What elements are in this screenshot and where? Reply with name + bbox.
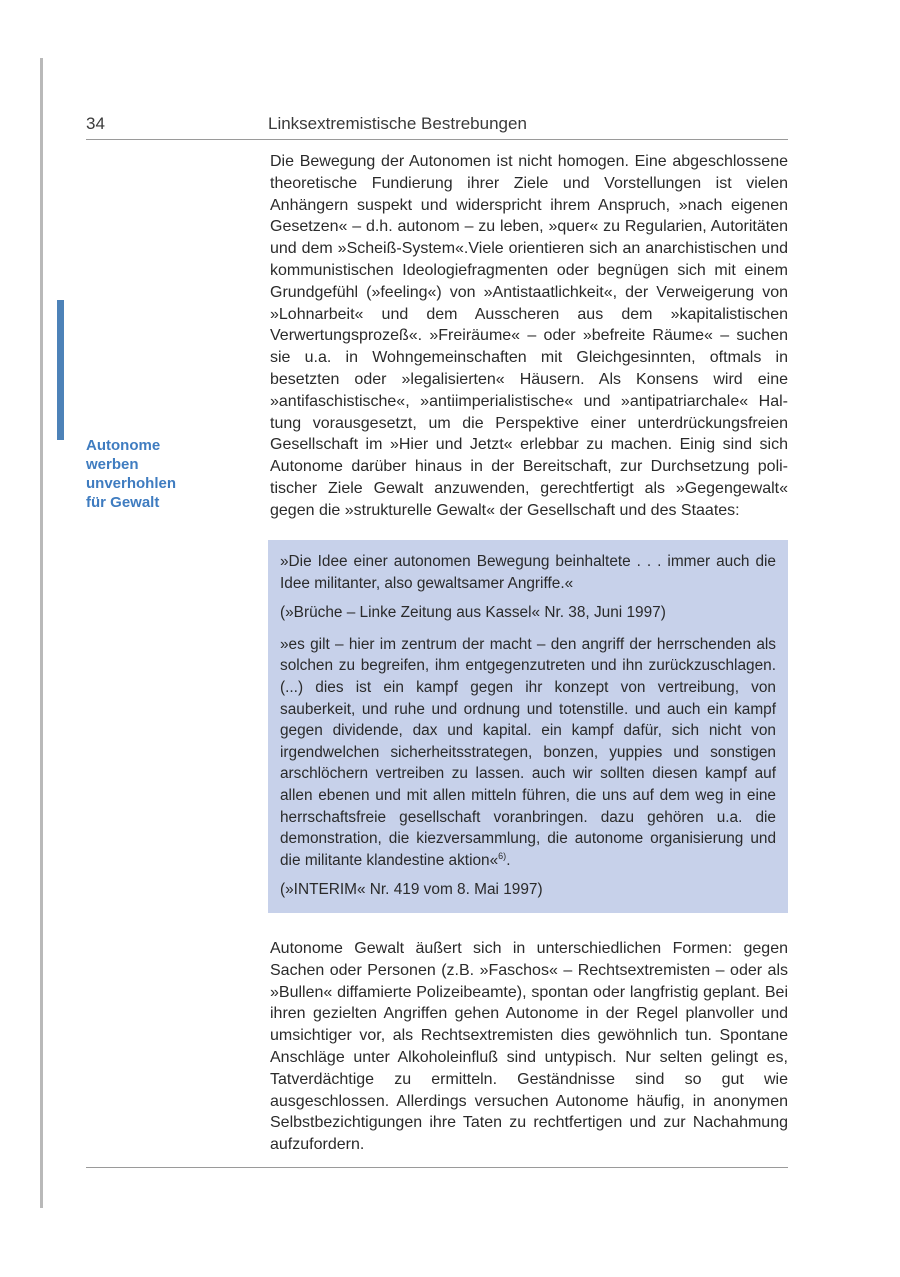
margin-note-line: für Gewalt	[86, 494, 160, 511]
body-paragraph-1: Die Bewegung der Autonomen ist nicht homogen. Eine abgeschlossene theoretische Fundierung ihrer Ziele und Vorstellungen ist vielen Anhängern suspekt und widerspricht ihrem Anspruch, »nach eigenen Gesetzen« – d.h. autonom – zu leben, »quer« zu Regularien, Autoritäten und dem »Scheiß-System«.Viele orientieren sich an anarchistischen und kommunistischen Ideologiefragmenten oder begnügen sich mit einem Grundgefühl (»feeling«) von »Antistaatlichkeit«, der Verweigerung von »Lohnarbeit« und dem Ausscheren aus dem »kapitalistischen Verwertungsprozeß«. »Freiräume« – oder »befreite Räume« – suchen sie u.a. in Wohngemeinschaften mit Gleichgesinnten, oftmals in besetzten oder »legalisierten« Häusern. Als Konsens wird eine »antifaschistische«, »antiimperialistische« und »antipatriarchale« Haltung vorausgesetzt, um die Perspektive einer unterdrückungsfreien Gesellschaft im »Hier und Jetzt« erlebbar zu machen. Einig sind sich Autonome darüber hinaus in der Bereitschaft, zur Durchsetzung politischer Ziele Gewalt anzuwenden, gerechtfertigt als »Gegengewalt« gegen die »strukturelle Gewalt« der Gesellschaft und des Staates:	[270, 153, 788, 519]
footnote-reference: 6)	[498, 850, 507, 861]
quote-2	[280, 634, 776, 872]
margin-note-line: Autonome	[86, 437, 161, 454]
running-title: Linksextremistische Bestrebungen	[268, 114, 527, 133]
page-number: 34	[86, 114, 105, 133]
quote-2-source: (»INTERIM« Nr. 419 vom 8. Mai 1997)	[280, 881, 543, 899]
quote-2-end: .	[506, 851, 511, 869]
quote-box	[268, 540, 788, 913]
margin-note	[86, 436, 236, 512]
margin-note-line: unverhohlen	[86, 475, 177, 492]
quote-1-source: (»Brüche – Linke Zeitung aus Kassel« Nr. 38, Juni 1997)	[280, 604, 666, 622]
footer-divider	[86, 1167, 788, 1168]
quote-1: »Die Idee einer autonomen Bewegung beinhaltete . . . immer auch die Idee militanter, also gewaltsamer Angriffe.«	[280, 553, 776, 592]
margin-note-line: werben	[86, 456, 139, 473]
quote-2-text: »es gilt – hier im zentrum der macht – den angriff der herrschenden als solchen zu begreifen, ihm entgegenzutreten und ihn zurückzuschlagen. (...) dies ist ein kampf gegen ihr konzept von vertreibung, von sauberkeit, und ruhe und ordnung und totenstille. und auch ein kampf gegen dividende, dax und kapital. ein kampf dafür, sich nicht von irgendwelchen sicherheitsstrategen, bonzen, yuppies und sonstigen arschlöchern vertreiben zu lassen. auch wir sollten diesen kampf auf allen ebenen und mit allen mitteln führen, die uns auf dem weg in eine herrschaftsfreie gesellschaft voranbringen. dazu gehören u.a. die demonstration, die kiezversammlung, die autonome organisierung und die militante klandestine aktion«	[280, 635, 776, 869]
body-paragraph-2: Autonome Gewalt äußert sich in unterschiedlichen Formen: gegen Sachen oder Personen (z.B. »Faschos« – Rechtsextremisten – oder als »Bullen« diffamierte Polizeibeamte), spontan oder langfristig geplant. Bei ihren gezielten Angriffen gehen Autonome in der Regel planvoller und umsichtiger vor, als Rechtsextremisten dies gewöhnlich tun. Spontane Anschläge unter Alkoholeinfluß sind untypisch. Nur selten gelingt es, Tatverdächtige zu ermitteln. Geständnisse sind so gut wie ausgeschlossen. Allerdings versuchen Autonome häufig, in anonymen Selbstbezichtigungen ihre Taten zu rechtfertigen und zur Nachahmung aufzufordern.	[270, 940, 788, 1154]
chapter-marker-tab	[57, 300, 64, 440]
page-edge-rule	[40, 58, 43, 1208]
header-divider	[86, 139, 788, 140]
